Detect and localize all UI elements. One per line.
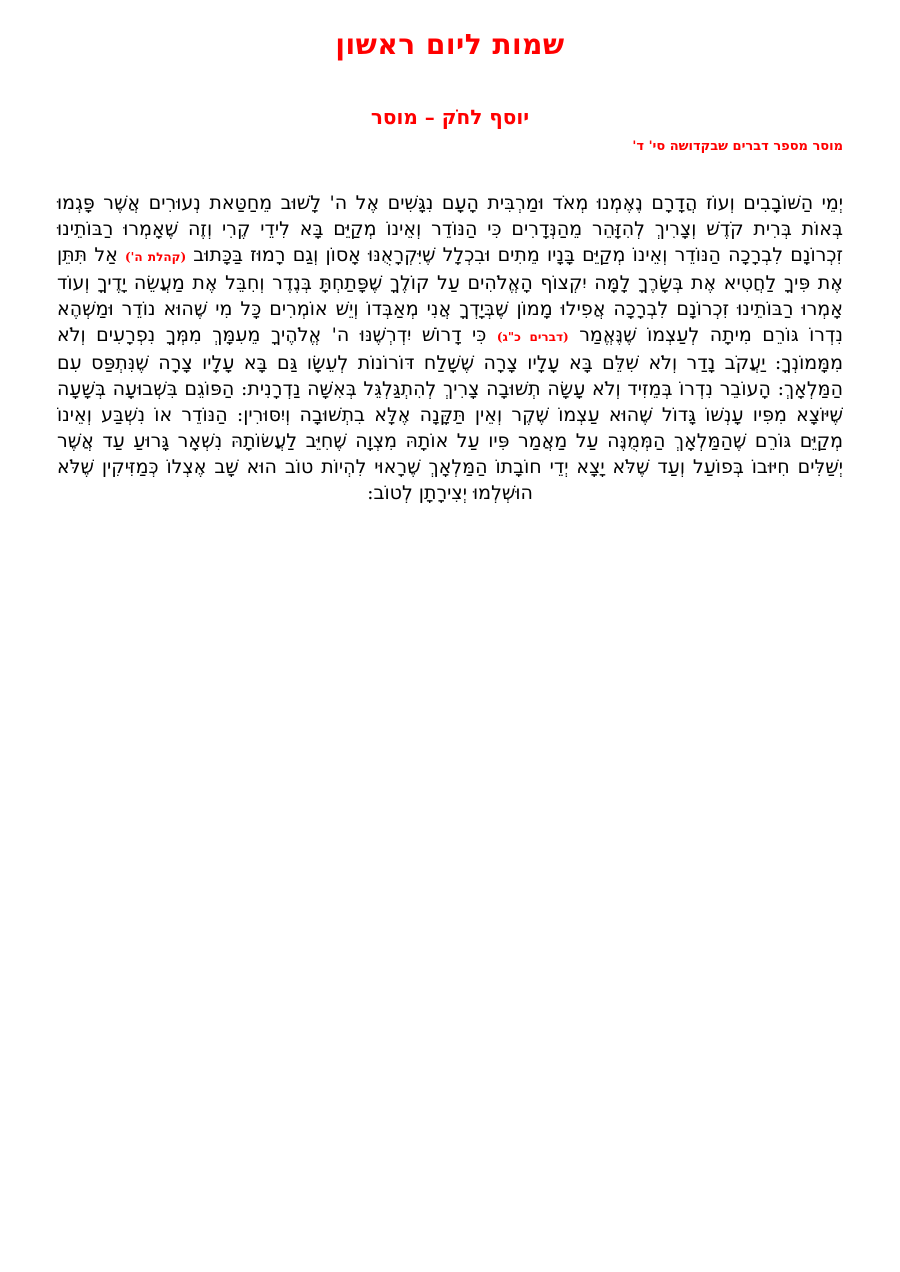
scripture-ref-kohelet: (קהלת ה')	[125, 250, 187, 264]
section-subtitle: יוסף לחֹק – מוסר	[370, 105, 530, 129]
source-citation-line: מוסר מספר דברים שבקדושה סי' ד'	[632, 139, 843, 154]
scripture-ref-devarim: (דברים כ"ג)	[496, 330, 569, 344]
body-text-part-1: יְמֵי הַשּׁוֹבָבִים וְעוֹז הֲדָרָם נֶאֶמְנוּ מְאֹד וּמַרְבִּית הָעָם נִגָּשִׁים אֶל ה' לָשׁוּב מֵחַטַּאת נְעוּרִים אֲשֶׁר פָּגְמוּ בְּאוֹת בְּרִית קֹדֶשׁ וְצָרִיךְ לְהִזָּהֵר מֵהַנְּדָרִים כִּי הַנּוֹדֵר וְאֵינוֹ מְקַיֵּם בָּא לִידֵי קֶרִי וְזֶה שֶׁאָמְרוּ רַבּוֹתֵינוּ זִכְרוֹנָם לִבְרָכָה הַנּוֹדֵר וְאֵינוֹ מְקַיֵּם בָּנָיו מֵתִים וּבִכְלָל שֶׁיִּקְרָאֻנּוּ אָסוֹן וְגַם רָמוּז בַּכָּתוּב	[57, 192, 843, 266]
body-paragraph	[57, 190, 843, 506]
body-text-part-2: אַל תִּתֵּן אֶת פִּיךָ לַחֲטִיא אֶת בְּשָׂרֶךָ לָמָּה יִקְצוֹף הָאֱלֹהִים עַל קוֹלֶךָ שֶׁפָּתַחְתָּ בְּנֶדֶר וְחִבֵּל אֶת מַעֲשֵׂה יָדֶיךָ וְעוֹד אָמְרוּ רַבּוֹתֵינוּ זִכְרוֹנָם לִבְרָכָה אֲפִילוּ מָמוֹן שֶׁבְּיָדְךָ אֲנִי מְאַבְּדוֹ וְיֵשׁ אוֹמְרִים כָּל מִי שֶׁהוּא נוֹדֵר וּמַשְׁהֶא נִדְרוֹ גּוֹרֵם מִיתָה לְעַצְמוֹ שֶׁנֶּאֱמַר	[57, 244, 844, 346]
body-text-part-3: כִּי דָרוֹשׁ יִדְרְשֶׁנּוּ ה' אֱלֹהֶיךָ מֵעִמָּךְ מִמְּךָ נִפְרָעִים וְלֹא מִמָּמוֹנְךָ: יַעֲקֹב נָדַר וְלֹא שִׁלֵּם בָּא עָלָיו צָרָה שֶׁשָּׁלַח דּוֹרוֹנוֹת לְעֵשָׂו גַּם בָּא עָלָיו צָרָה שֶׁנִּתְפַּס עִם הַמַּלְאָךְ: הָעוֹבֵר נִדְרוֹ בְּמֵזִיד וְלֹא עָשָׂה תְשׁוּבָה צָרִיךְ לְהִתְגַּלְגֵּל בְּאִשָּׁה נַדְרָנִית: הַפּוֹגֵם בִּשְׁבוּעָה בְּשָׁעָה שֶׁיּוֹצָא מִפִּיו עָנְשׁוֹ גָּדוֹל שֶׁהוּא עַצְמוֹ שֶׁקֶר וְאֵין תַּקָּנָה אֶלָּא בִתְשׁוּבָה וְיִסּוּרִין: הַנּוֹדֵר אוֹ נִשְׁבַּע וְאֵינוֹ מְקַיֵּם גּוֹרֵם שֶׁהַמַּלְאָךְ הַמְּמֻנֶּה עַל מַאֲמַר פִּיו עַל אוֹתָהּ מִצְוָה שֶׁחִיֵּב לַעֲשׂוֹתָהּ נִשְׁאָר גָּרוּעַ עַד אֲשֶׁר יְשַׁלִּים חִיּוּבוֹ בְּפוֹעַל וְעַד שֶׁלֹּא יָצָא יְדֵי חוֹבָתוֹ הַמַּלְאָךְ שֶׁרָאוּי לִהְיוֹת טוֹב הוּא שָׁב אֶצְלוֹ כְּמַזִּיקִין שֶׁלֹּא הוּשְׁלְמוּ יְצִירָתָן לְטוֹב:	[57, 324, 843, 504]
page-title: שמות ליום ראשון	[335, 28, 565, 61]
